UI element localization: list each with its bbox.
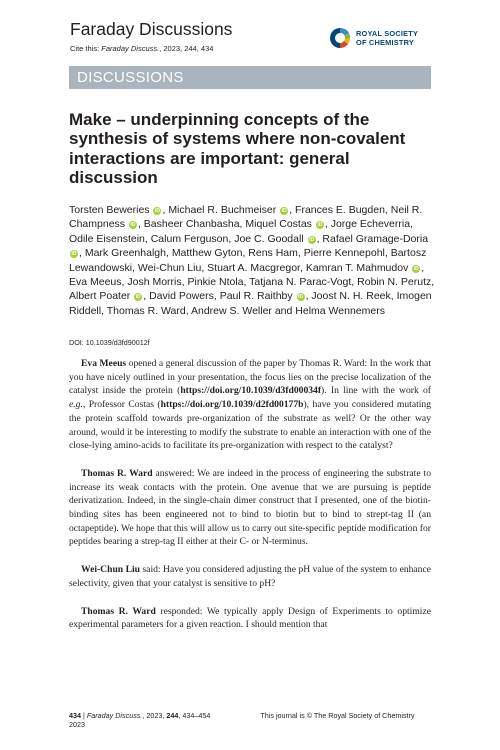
publisher-line1: ROYAL SOCIETY bbox=[356, 29, 419, 38]
author-name: Wei-Chun Liu bbox=[137, 261, 202, 274]
footer-volume: 244 bbox=[166, 711, 179, 720]
author-name: Rens Ham bbox=[248, 247, 298, 260]
orcid-icon[interactable]: iD bbox=[413, 265, 419, 272]
discussion-paragraph: Wei-Chun Liu said: Have you considered adjusting the pH value of the system to enhance selectivity, given that your catalyst is sensitive to pH? bbox=[69, 564, 431, 589]
footer-pages: , 434–454 bbox=[178, 711, 211, 720]
doi-line: DOI: 10.1039/d3fd90012f bbox=[69, 338, 150, 347]
article-title: Make – underpinning concepts of the synthesis of systems where non-covalent interactions are important: general discussion bbox=[69, 110, 406, 187]
discussion-paragraph: Thomas R. Ward answered: We are indeed in the process of engineering the substrate to increase its weak contacts with the protein. One avenue that we are pursuing is peptide derivatization. Indeed, in the single-chain dimer construct that I presented, one of the biotin-binding sites has been engineered not to bind to biotin but to bind to strept-tag II (an octapeptide). We hope that this will allow us to carry out site-specific peptide modification for peptides bearing a strep-tag II either at their C- or N-terminus. bbox=[69, 467, 431, 548]
author-joiner: and bbox=[274, 304, 296, 317]
speaker-name: Thomas R. Ward bbox=[81, 605, 156, 617]
author-name: Neil R. Champness bbox=[69, 204, 423, 231]
author-name: Basheer Chanbasha bbox=[143, 218, 240, 231]
orcid-icon[interactable]: iD bbox=[135, 294, 141, 301]
author-name: Matthew Gyton bbox=[171, 247, 243, 260]
footer-journal: Faraday Discuss. bbox=[86, 711, 143, 720]
author-name: Rafael Gramage-Doria bbox=[322, 232, 429, 245]
rsc-logo-icon bbox=[329, 27, 351, 49]
orcid-icon[interactable]: iD bbox=[309, 236, 315, 243]
author-name: Frances E. Bugden bbox=[295, 204, 385, 216]
publisher-line2: OF CHEMISTRY bbox=[356, 38, 414, 47]
author-name: Joe C. Goodall bbox=[234, 232, 304, 245]
author-name: Michael R. Buchmeiser bbox=[168, 204, 277, 216]
author-name: Stuart A. Macgregor bbox=[207, 261, 300, 274]
author-name: Paul R. Raithby bbox=[219, 290, 293, 303]
footer-right: This journal is © The Royal Society of Chemistry 2023 bbox=[69, 711, 415, 729]
author-name: Miquel Costas bbox=[245, 218, 312, 231]
footer-page-number: 434 bbox=[69, 711, 81, 720]
author-name: Helma Wennemers bbox=[295, 304, 385, 317]
orcid-icon[interactable]: iD bbox=[317, 222, 323, 229]
orcid-icon[interactable]: iD bbox=[154, 208, 160, 214]
author-name: Jorge Echeverria bbox=[330, 218, 411, 231]
author-name: Albert Poater bbox=[69, 290, 131, 303]
footer-year: , 2023, bbox=[142, 711, 167, 720]
author-name: Torsten Beweries bbox=[69, 204, 150, 216]
author-name: Robin N. Perutz bbox=[357, 276, 432, 289]
author-name: Eva Meeus bbox=[69, 276, 122, 289]
author-name: Imogen Riddell bbox=[69, 290, 432, 317]
italic-text: e.g. bbox=[69, 399, 83, 411]
author-name: Tatjana N. Parac-Vogt bbox=[249, 276, 352, 289]
author-name: Andrew S. Weller bbox=[191, 304, 272, 317]
orcid-icon[interactable]: iD bbox=[298, 294, 304, 301]
author-name: Joost N. H. Reek bbox=[311, 290, 391, 303]
section-label: DISCUSSIONS bbox=[77, 69, 184, 86]
author-name: Thomas R. Ward bbox=[106, 304, 186, 317]
discussion-paragraph: Thomas R. Ward responded: We typically apply Design of Experiments to optimize experimental parameters for a given reaction. I should mention that bbox=[69, 605, 431, 631]
author-name: Calum Ferguson bbox=[150, 232, 229, 245]
journal-title: Faraday Discussions bbox=[70, 19, 233, 39]
author-name: Josh Morris bbox=[127, 276, 182, 289]
doi-link[interactable]: https://doi.org/10.1039/d2fd00177b bbox=[160, 399, 304, 411]
orcid-icon[interactable]: iD bbox=[281, 208, 287, 214]
cite-rest: , 2023, 244, 434 bbox=[159, 44, 214, 53]
author-name: Mark Greenhalgh bbox=[84, 247, 166, 260]
speaker-name: Wei-Chun Liu bbox=[81, 564, 140, 576]
orcid-icon[interactable]: iD bbox=[71, 251, 77, 258]
citation-line bbox=[70, 44, 213, 53]
author-name: Pierre Kennepohl bbox=[303, 247, 385, 260]
footer-sep: | bbox=[81, 711, 87, 720]
cite-journal: Faraday Discuss. bbox=[101, 44, 160, 53]
author-name: Kamran T. Mahmudov bbox=[305, 261, 409, 274]
cite-prefix: Cite this: bbox=[70, 44, 102, 53]
orcid-icon[interactable]: iD bbox=[130, 222, 136, 229]
author-list: Torsten Beweries iD , Michael R. Buchmeiser iD , Frances E. Bugden, Neil R. Champness iD , Basheer Chanbasha, Miquel Costas iD , Jorge Echeverria, Odile Eisenstein, Calum Ferguson, Joe C. Goodall iD , Rafael Gramage-Doria iD , Mark Greenhalgh, Matthew Gyton, Rens Ham, Pierre Kennepohl, Bartosz Lewandowski, Wei-Chun Liu, Stuart A. Macgregor, Kamran T. Mahmudov iD , Eva Meeus, Josh Morris, Pinkie Ntola, Tatjana N. Parac-Vogt, Robin N. Perutz, Albert Poater iD , David Powers, Paul R. Raithby iD , Joost N. H. Reek, Imogen Riddell, Thomas R. Ward, Andrew S. Weller and Helma Wennemers bbox=[69, 204, 435, 317]
author-name: Bartosz Lewandowski bbox=[69, 247, 427, 274]
speaker-name: Thomas R. Ward bbox=[81, 467, 153, 479]
speaker-name: Eva Meeus bbox=[81, 358, 127, 369]
page-footer bbox=[69, 711, 431, 729]
author-name: Pinkie Ntola bbox=[187, 276, 244, 289]
article-body bbox=[69, 357, 431, 646]
discussion-paragraph: Eva Meeus opened a general discussion of the paper by Thomas R. Ward: In the work that you have nicely outlined in your presentation, the focus lies on the precise localization of the catalyst inside the protein (https://doi.org/10.1039/d3fd00034f). In line with the work of e.g., Professor Costas (https://doi.org/10.1039/d2fd00177b), have you considered mutating the protein scaffold towards pre-organization of the substrate as well? Or the other way around, would it be interesting to modify the substrate to enable an interaction with one of the close-lying amino-acids to facilitate its pre-organization with respect to the catalyst? bbox=[69, 358, 431, 452]
author-name: David Powers bbox=[149, 290, 214, 303]
section-banner bbox=[69, 66, 431, 89]
doi-link[interactable]: https://doi.org/10.1039/d3fd00034f bbox=[180, 385, 322, 397]
publisher-logo-text bbox=[356, 29, 418, 47]
author-name: Odile Eisenstein bbox=[69, 232, 145, 245]
